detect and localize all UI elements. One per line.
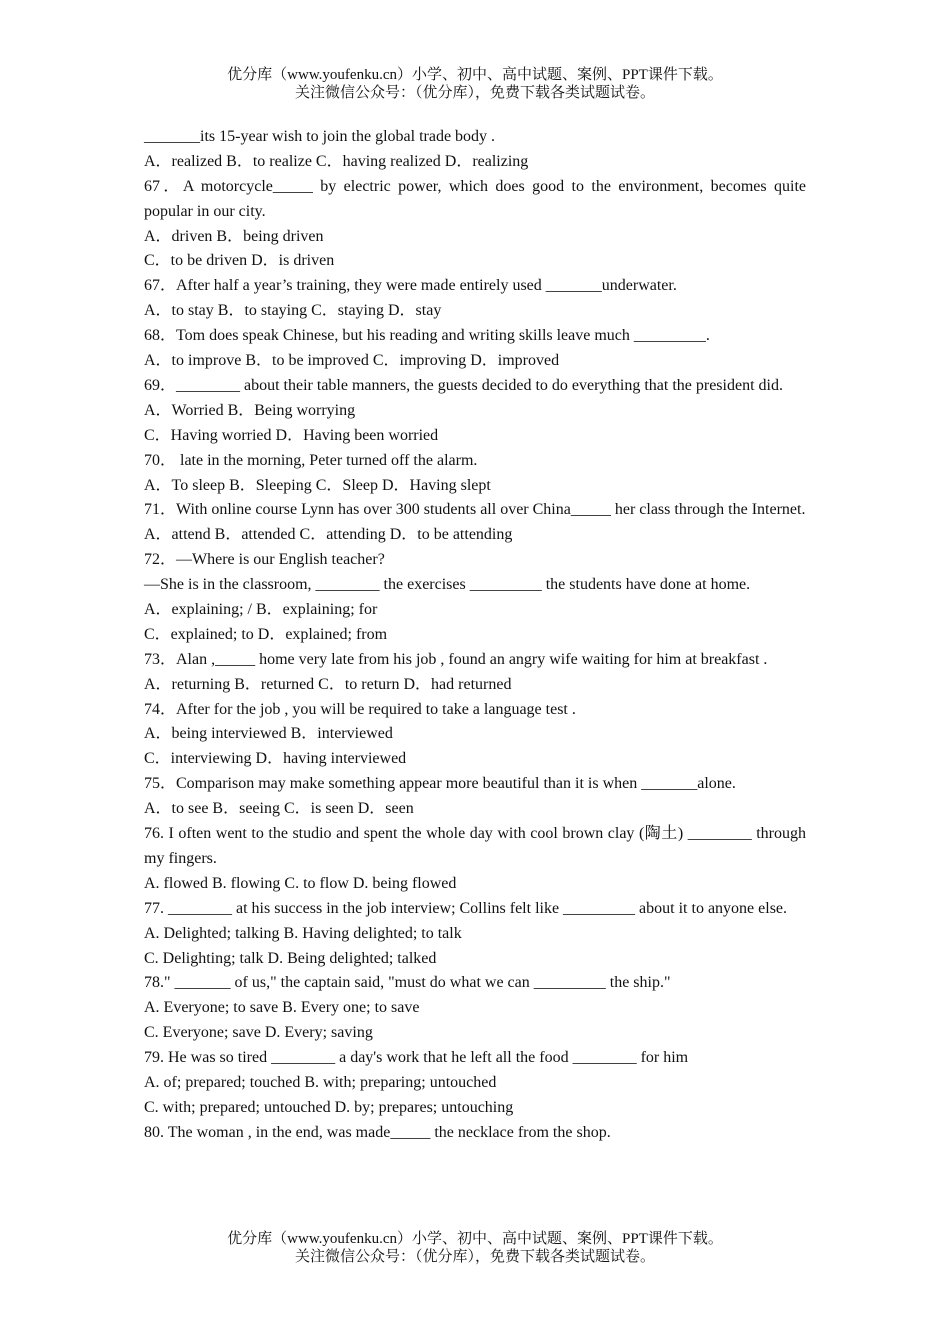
page-header	[0, 66, 950, 102]
answer-options: C．Having worried D．Having been worried	[144, 426, 439, 444]
question-76: 76. I often went to the studio and spent the whole day with cool brown clay (陶土) ________ through my fingers.	[144, 825, 806, 867]
answer-options: A. flowed B. flowing C. to flow D. being flowed	[144, 874, 457, 892]
answer-options: A．to improve B．to be improved C．improving D．improved	[144, 352, 560, 370]
question-73: 73．Alan ,_____ home very late from his job , found an angry wife waiting for him at breakfast .	[144, 650, 768, 668]
question-72: 72．—Where is our English teacher?	[144, 551, 385, 569]
question-70: 70． late in the morning, Peter turned off the alarm.	[144, 451, 478, 469]
header-line-1: 优分库（www.youfenku.cn）小学、初中、高中试题、案例、PPT课件下载。	[227, 67, 723, 83]
answer-options: C. with; prepared; untouched D. by; prepares; untouching	[144, 1098, 514, 1116]
page-footer	[0, 1230, 950, 1266]
footer-line-1: 优分库（www.youfenku.cn）小学、初中、高中试题、案例、PPT课件下载。	[227, 1231, 723, 1247]
question-69: 69．________ about their table manners, the guests decided to do everything that the president did.	[144, 376, 783, 394]
question-77: 77. ________ at his success in the job interview; Collins felt like _________ about it to anyone else.	[144, 899, 788, 917]
question-67b: 67．After half a year’s training, they were made entirely used _______underwater.	[144, 277, 677, 295]
question-68: 68．Tom does speak Chinese, but his reading and writing skills leave much _________.	[144, 327, 710, 345]
answer-options: A．Worried B．Being worrying	[144, 401, 356, 419]
answer-options: A．to stay B．to staying C．staying D．stay	[144, 302, 442, 320]
answer-options: C．explained; to D．explained; from	[144, 625, 388, 643]
answer-options: A. Everyone; to save B. Every one; to save	[144, 999, 420, 1017]
answer-options: A．returning B．returned C．to return D．had returned	[144, 675, 512, 693]
question-72-reply: —She is in the classroom, ________ the exercises _________ the students have done at home.	[144, 576, 751, 594]
header-line-2: 关注微信公众号：（优分库），免费下载各类试题试卷。	[294, 85, 655, 101]
question-list	[144, 125, 806, 1146]
answer-options: C. Delighting; talk D. Being delighted; talked	[144, 949, 437, 967]
question-78: 78." _______ of us," the captain said, "must do what we can _________ the ship."	[144, 974, 671, 992]
answer-options: A．explaining; / B．explaining; for	[144, 600, 378, 618]
footer-line-2: 关注微信公众号：（优分库），免费下载各类试题试卷。	[294, 1249, 655, 1265]
answer-options: C. Everyone; save D. Every; saving	[144, 1024, 373, 1042]
answer-options: C．to be driven D．is driven	[144, 252, 335, 270]
question-67a: 67．A motorcycle_____ by electric power, which does good to the environment, becomes quite popular in our city.	[144, 177, 806, 220]
question-71: 71．With online course Lynn has over 300 students all over China_____ her class through the Internet.	[144, 501, 806, 519]
question-79: 79. He was so tired ________ a day's work that he left all the food ________ for him	[144, 1049, 689, 1067]
question-80: 80. The woman , in the end, was made_____ the necklace from the shop.	[144, 1123, 611, 1141]
answer-options: C．interviewing D．having interviewed	[144, 750, 407, 768]
answer-options: A．being interviewed B．interviewed	[144, 725, 393, 743]
text-line: _______its 15-year wish to join the global trade body .	[144, 128, 496, 145]
question-75: 75．Comparison may make something appear more beautiful than it is when _______alone.	[144, 775, 736, 793]
answer-options: A．realized B．to realize C．having realized D．realizing	[144, 152, 529, 170]
answer-options: A. of; prepared; touched B. with; preparing; untouched	[144, 1073, 497, 1091]
answer-options: A．to see B．seeing C．is seen D．seen	[144, 800, 414, 818]
answer-options: A．attend B．attended C．attending D．to be attending	[144, 526, 513, 544]
answer-options: A. Delighted; talking B. Having delighted; to talk	[144, 924, 462, 942]
answer-options: A．To sleep B．Sleeping C．Sleep D．Having slept	[144, 476, 491, 494]
question-74: 74．After for the job , you will be required to take a language test .	[144, 700, 576, 718]
answer-options: A．driven B．being driven	[144, 227, 324, 245]
